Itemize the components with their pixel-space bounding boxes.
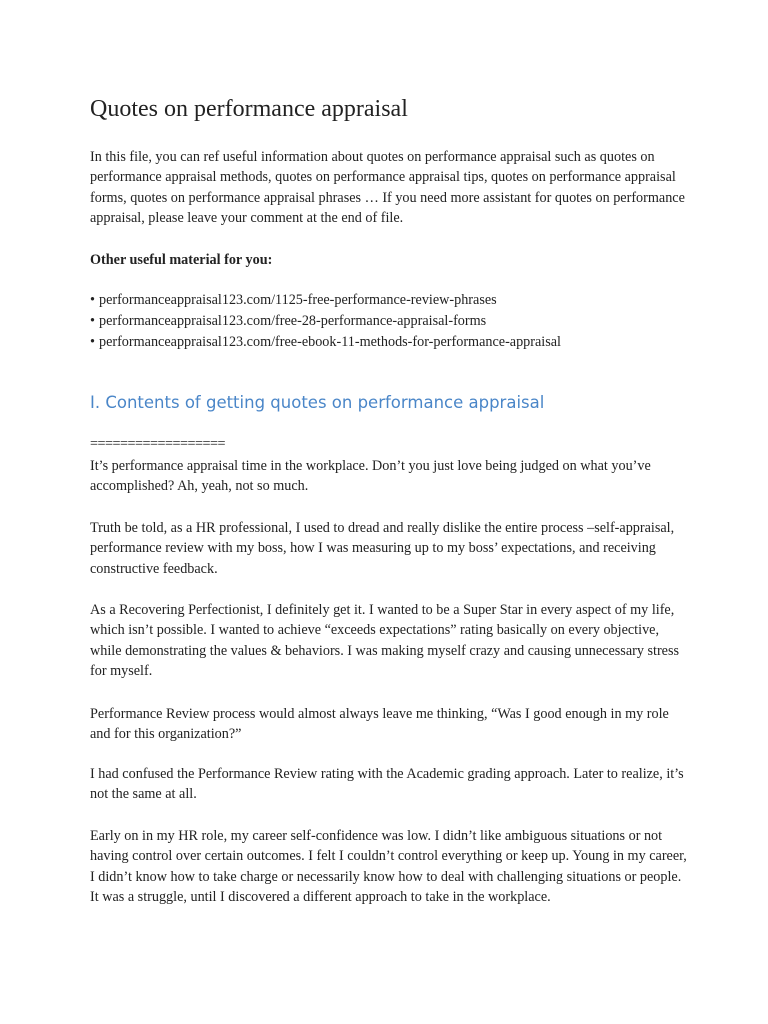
link-text[interactable]: performanceappraisal123.com/free-ebook-11-methods-for-performance-appraisal bbox=[98, 334, 561, 350]
other-material-heading: Other useful material for you: bbox=[90, 252, 273, 268]
body-paragraph: I had confused the Performance Review rating with the Academic grading approach. Later to realize, it’s not the same at all. bbox=[90, 766, 684, 803]
bullet-icon: • bbox=[90, 313, 95, 329]
link-text[interactable]: performanceappraisal123.com/1125-free-performance-review-phrases bbox=[98, 292, 497, 308]
text-divider: ================== bbox=[90, 436, 226, 452]
body-paragraph: As a Recovering Perfectionist, I definitely get it. I wanted to be a Super Star in every aspect of my life, which isn’t possible. I wanted to achieve “exceeds expectations” rating basically on every objective, while demonstrating the values & behaviors. I was making myself crazy and causing unnecessary stress for myself. bbox=[90, 602, 680, 680]
useful-links-list bbox=[90, 290, 561, 353]
list-item bbox=[90, 311, 561, 332]
section-heading: I. Contents of getting quotes on performance appraisal bbox=[90, 393, 545, 412]
list-item bbox=[90, 332, 561, 353]
body-paragraph: It’s performance appraisal time in the workplace. Don’t you just love being judged on what you’ve accomplished? Ah, yeah, not so much. bbox=[90, 458, 651, 495]
body-paragraph: Performance Review process would almost always leave me thinking, “Was I good enough in my role and for this organization?” bbox=[90, 706, 669, 743]
intro-paragraph: In this file, you can ref useful information about quotes on performance appraisal such as quotes on performance appraisal methods, quotes on performance appraisal tips, quotes on performance appraisal forms, quotes on performance appraisal phrases … If you need more assistant for quotes on performance appraisal, please leave your comment at the end of file. bbox=[90, 149, 685, 227]
body-paragraph: Early on in my HR role, my career self-confidence was low. I didn’t like ambiguous situations or not having control over certain outcomes. I felt I couldn’t control everything or keep up. Young in my career, I didn’t know how to take charge or necessarily know how to deal with challenging situations or people. It was a struggle, until I discovered a different approach to take in the workplace. bbox=[90, 828, 687, 906]
document-title: Quotes on performance appraisal bbox=[90, 96, 408, 122]
list-item bbox=[90, 290, 561, 311]
body-paragraph: Truth be told, as a HR professional, I used to dread and really dislike the entire process –self-appraisal, performance review with my boss, how I was measuring up to my boss’ expectations, and receiving constructive feedback. bbox=[90, 520, 675, 577]
bullet-icon: • bbox=[90, 292, 95, 308]
bullet-icon: • bbox=[90, 334, 95, 350]
link-text[interactable]: performanceappraisal123.com/free-28-performance-appraisal-forms bbox=[98, 313, 487, 329]
